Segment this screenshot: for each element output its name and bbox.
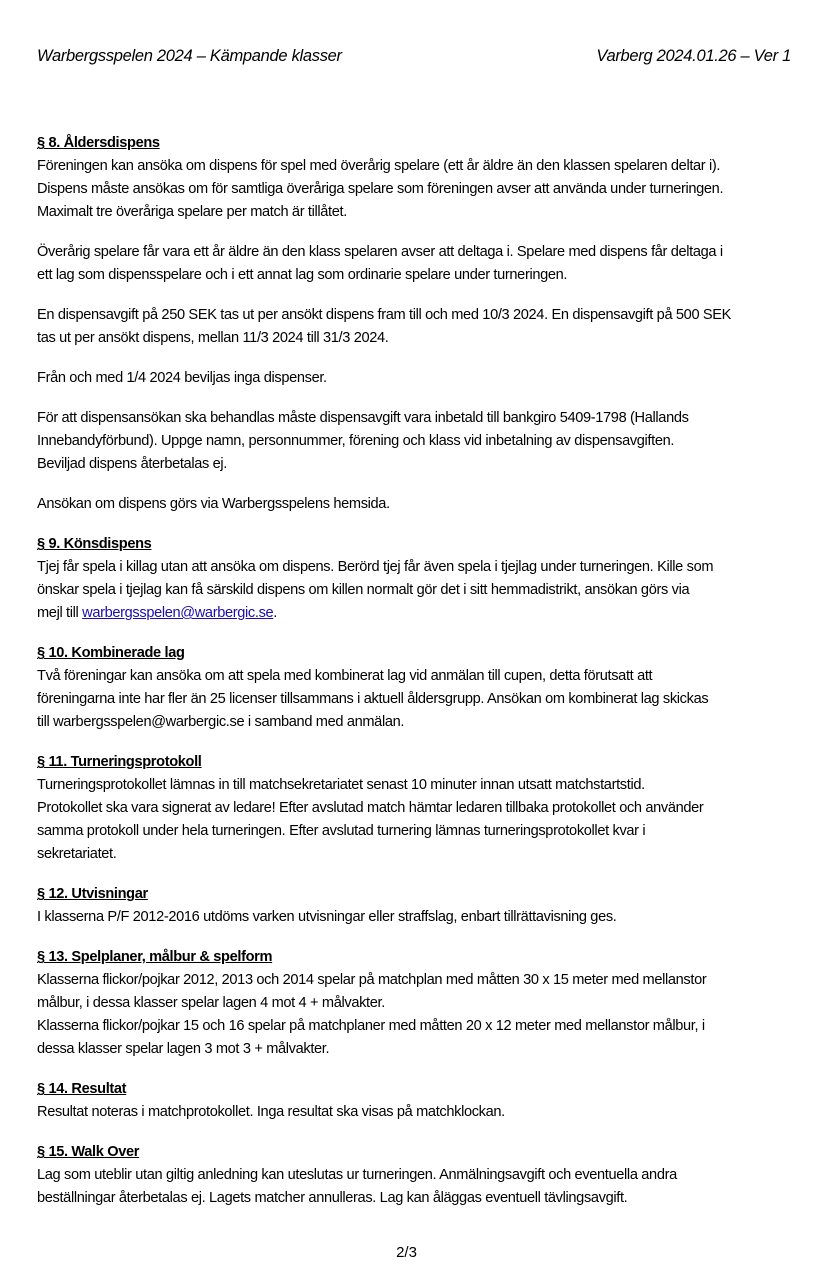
section-12 (37, 883, 797, 929)
text-line: beställningar återbetalas ej. Lagets matcher annulleras. Lag kan åläggas eventuell tävlingsavgift. (37, 1190, 628, 1206)
section-11 (37, 751, 797, 866)
section-heading: § 15. Walk Over (37, 1144, 140, 1160)
text-line (37, 602, 797, 625)
text-line: För att dispensansökan ska behandlas måste dispensavgift vara inbetald till bankgiro 5409-1798 (Hallands (37, 410, 689, 426)
paragraph (37, 556, 797, 625)
text-line: I klasserna P/F 2012-2016 utdöms varken utvisningar eller straffslag, enbart tillrättavisning ges. (37, 909, 617, 925)
text-line: Två föreningar kan ansöka om att spela med kombinerat lag vid anmälan till cupen, detta förutsatt att (37, 668, 653, 684)
paragraph (37, 493, 797, 516)
text-line: En dispensavgift på 250 SEK tas ut per ansökt dispens fram till och med 10/3 2024. En dispensavgift på 500 SEK (37, 307, 732, 323)
text-line: ett lag som dispensspelare och i ett annat lag som ordinarie spelare under turneringen. (37, 267, 568, 283)
section-13 (37, 946, 797, 1061)
text-line: Klasserna flickor/pojkar 15 och 16 spelar på matchplaner med måtten 20 x 12 meter med mellanstor målbur, i (37, 1018, 705, 1034)
paragraph (37, 906, 797, 929)
paragraph (37, 241, 797, 287)
section-8 (37, 132, 797, 516)
document-body (37, 132, 797, 1210)
header-date-version: Varberg 2024.01.26 – Ver 1 (596, 47, 791, 65)
text-line: Klasserna flickor/pojkar 2012, 2013 och 2014 spelar på matchplan med måtten 30 x 15 meter med mellanstor (37, 972, 707, 988)
paragraph (37, 665, 797, 734)
text-line: Protokollet ska vara signerat av ledare! Efter avslutad match hämtar ledaren tillbaka protokollet och använder (37, 800, 704, 816)
text-line: dessa klasser spelar lagen 3 mot 3 + målvakter. (37, 1041, 330, 1057)
section-heading: § 11. Turneringsprotokoll (37, 754, 202, 770)
text-line: Maximalt tre överåriga spelare per match är tillåtet. (37, 204, 347, 220)
section-heading: § 14. Resultat (37, 1081, 127, 1097)
paragraph (37, 367, 797, 390)
text-fragment: mejl till (37, 605, 83, 621)
paragraph (37, 155, 797, 224)
section-heading: § 9. Könsdispens (37, 536, 152, 552)
page-number: 2/3 (396, 1244, 417, 1261)
section-heading: § 12. Utvisningar (37, 886, 148, 902)
text-line: Resultat noteras i matchprotokollet. Inga resultat ska visas på matchklockan. (37, 1104, 505, 1120)
text-line: Föreningen kan ansöka om dispens för spel med överårig spelare (ett år äldre än den klassen spelaren deltar i). (37, 158, 721, 174)
paragraph (37, 304, 797, 350)
text-line: Tjej får spela i killag utan att ansöka om dispens. Berörd tjej får även spela i tjejlag under turneringen. Kille som (37, 559, 714, 575)
paragraph (37, 1164, 797, 1210)
text-line: önskar spela i tjejlag kan få särskild dispens om killen normalt gör det i sitt hemmadistrikt, ansökan görs via (37, 582, 690, 598)
paragraph (37, 969, 797, 1061)
text-line: Innebandyförbund). Uppge namn, personnummer, förening och klass vid inbetalning av dispensavgiften. (37, 433, 675, 449)
email-link[interactable]: warbergsspelen@warbergic.se (82, 605, 274, 621)
text-line: Överårig spelare får vara ett år äldre än den klass spelaren avser att deltaga i. Spelare med dispens får deltaga i (37, 244, 723, 260)
text-line: föreningarna inte har fler än 25 licenser tillsammans i aktuell åldersgrupp. Ansökan om kombinerat lag skickas (37, 691, 709, 707)
text-line: målbur, i dessa klasser spelar lagen 4 mot 4 + målvakter. (37, 995, 385, 1011)
paragraph (37, 774, 797, 866)
section-heading: § 8. Åldersdispens (37, 135, 160, 151)
section-15 (37, 1141, 797, 1210)
paragraph (37, 407, 797, 476)
section-9 (37, 533, 797, 625)
text-line: Ansökan om dispens görs via Warbergsspelens hemsida. (37, 496, 390, 512)
section-heading: § 10. Kombinerade lag (37, 645, 185, 661)
text-line: Turneringsprotokollet lämnas in till matchsekretariatet senast 10 minuter innan utsatt matchstartstid. (37, 777, 645, 793)
text-line: till warbergsspelen@warbergic.se i samband med anmälan. (37, 714, 405, 730)
paragraph (37, 1101, 797, 1124)
text-line: tas ut per ansökt dispens, mellan 11/3 2024 till 31/3 2024. (37, 330, 389, 346)
text-line: Från och med 1/4 2024 beviljas inga dispenser. (37, 370, 327, 386)
text-line: sekretariatet. (37, 846, 117, 862)
section-heading: § 13. Spelplaner, målbur & spelform (37, 949, 273, 965)
text-fragment: . (273, 605, 277, 621)
text-line: Dispens måste ansökas om för samtliga överåriga spelare som föreningen avser att använda under turneringen. (37, 181, 724, 197)
text-line: Lag som uteblir utan giltig anledning kan uteslutas ur turneringen. Anmälningsavgift och eventuella andra (37, 1167, 677, 1183)
section-10 (37, 642, 797, 734)
header-title: Warbergsspelen 2024 – Kämpande klasser (37, 47, 342, 65)
text-line: samma protokoll under hela turneringen. Efter avslutad turnering lämnas turneringsprotokollet kvar i (37, 823, 646, 839)
section-14 (37, 1078, 797, 1124)
text-line: Beviljad dispens återbetalas ej. (37, 456, 227, 472)
